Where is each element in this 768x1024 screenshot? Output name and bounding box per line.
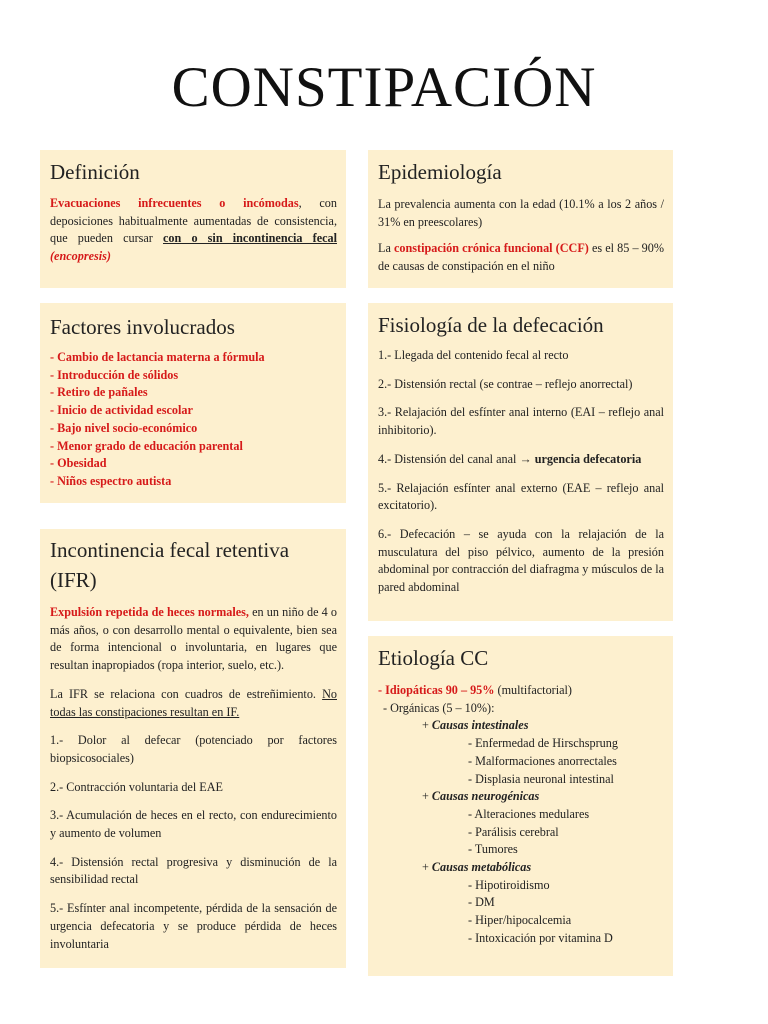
factor-item: - Cambio de lactancia materna a fórmula (50, 350, 265, 364)
definicion-text (50, 195, 337, 266)
factor-item: - Introducción de sólidos (50, 367, 179, 382)
plus-marker: + (422, 789, 432, 804)
fisiologia-step-4 (378, 451, 664, 469)
plus-marker: + (422, 718, 432, 733)
epidemiologia-p2-start: La (378, 241, 394, 256)
cause-item: - Parálisis cerebral (468, 824, 559, 839)
cause-item: - Hipotiroidismo (468, 877, 550, 892)
ifr-step-1: 1.- Dolor al defecar (potenciado por factores biopsicosociales) (50, 733, 337, 765)
epidemiologia-p2-end: es el 85 – 90% de causas de constipación en el niño (378, 241, 665, 274)
fisiologia-step-2: 2.- Distensión rectal (se contrae – reflejo anorrectal) (378, 376, 633, 391)
factor-item: - Niños espectro autista (50, 473, 172, 488)
ifr-note: No todas las constipaciones resultan en IF. (50, 686, 337, 719)
factores-list (50, 349, 337, 491)
ifr-relation (50, 686, 337, 721)
ifr-relation-text: La IFR se relaciona con cuadros de estreñimiento. (50, 686, 323, 701)
etiologia-organicas: - Orgánicas (5 – 10%): (383, 700, 495, 715)
definicion-heading: Definición (50, 160, 140, 184)
idiopaticas-note: (multifactorial) (494, 683, 572, 697)
factores-heading: Factores involucrados (50, 315, 235, 339)
fisiologia-step-6: 6.- Defecación – se ayuda con la relajación de la musculatura del piso pélvico, aumento de la presión abdominal por contracción del diafragma y músculos de la pared abdominal (378, 526, 664, 595)
definicion-underlined: con o sin incontinencia fecal (163, 231, 337, 246)
ifr-card (40, 529, 346, 968)
page-title: CONSTIPACIÓN (171, 56, 597, 119)
factor-item: - Retiro de pañales (50, 385, 148, 400)
cause-item: - Tumores (468, 842, 518, 857)
fisiologia-step-1: 1.- Llegada del contenido fecal al recto (378, 348, 569, 362)
etiologia-card (368, 636, 673, 976)
causas-intestinales-label: Causas intestinales (431, 718, 529, 733)
cause-item: - Hiper/hipocalcemia (468, 913, 572, 928)
definicion-lead: Evacuaciones infrecuentes o incómodas (50, 196, 299, 210)
factor-item: - Obesidad (50, 456, 107, 471)
ifr-step-2: 2.- Contracción voluntaria del EAE (50, 779, 223, 794)
fisiologia-card (368, 303, 673, 621)
ifr-definition-body: en un niño de 4 o más años, o con desarrollo mental o equivalente, bien sea de forma intencional o involuntaria, en lugares que resultan inapropiados (ropa interior, suelo, etc.). (50, 605, 337, 673)
cause-item: - Displasia neuronal intestinal (468, 771, 614, 786)
fisiologia-urgencia: urgencia defecatoria (534, 451, 642, 466)
ifr-step-5: 5.- Esfínter anal incompetente, pérdida de la sensación de urgencia defecatoria y se produce pérdida de heces involuntaria (50, 901, 337, 951)
ifr-heading: Incontinencia fecal retentiva (IFR) (50, 538, 290, 592)
causas-neurogenicas (378, 788, 664, 806)
factores-card (40, 303, 346, 503)
definicion-body: , con deposiciones habitualmente aumentadas de consistencia, que pueden cursar (50, 196, 337, 246)
ifr-step-4: 4.- Distensión rectal progresiva y disminución de la sensibilidad rectal (50, 854, 337, 887)
plus-marker: + (422, 860, 432, 875)
etiologia-heading: Etiología CC (378, 646, 489, 670)
epidemiologia-card (368, 150, 673, 288)
epidemiologia-p1: La prevalencia aumenta con la edad (10.1% a los 2 años / 31% en preescolares) (378, 197, 664, 229)
definicion-card (40, 150, 346, 288)
fisiologia-step-3: 3.- Relajación del esfínter anal interno (EAI – reflejo anal inhibitorio). (378, 405, 664, 438)
cause-item: - Alteraciones medulares (468, 806, 590, 821)
epidemiologia-heading: Epidemiología (378, 160, 502, 184)
epidemiologia-ccf: constipación crónica funcional (CCF) (393, 241, 589, 256)
etiologia-idiopaticas (378, 682, 664, 700)
causas-intestinales (378, 717, 664, 735)
causas-metabolicas (378, 859, 664, 877)
fisiologia-heading: Fisiología de la defecación (378, 313, 604, 337)
ifr-step-3: 3.- Acumulación de heces en el recto, con endurecimiento y aumento de volumen (50, 808, 337, 841)
cause-item: - DM (468, 895, 495, 910)
ifr-lead: Expulsión repetida de heces normales, (50, 605, 249, 619)
factor-item: - Bajo nivel socio-económico (50, 420, 198, 435)
factor-item: - Inicio de actividad escolar (50, 403, 193, 418)
fisiologia-step-5: 5.- Relajación esfínter anal externo (EAE – reflejo anal excitatorio). (378, 480, 664, 513)
cause-item: - Enfermedad de Hirschsprung (468, 736, 618, 751)
cause-item: - Intoxicación por vitamina D (468, 930, 613, 945)
cause-item: - Malformaciones anorrectales (468, 753, 617, 768)
fisiologia-step-4-text: 4.- Distensión del canal anal → (378, 451, 535, 466)
epidemiologia-p2 (378, 240, 664, 275)
factor-item: - Menor grado de educación parental (50, 438, 243, 453)
causas-metabolicas-label: Causas metabólicas (431, 860, 532, 875)
idiopaticas-label: - Idiopáticas 90 – 95% (378, 683, 495, 697)
causas-neurogenicas-label: Causas neurogénicas (431, 789, 540, 804)
definicion-encopresis: (encopresis) (50, 249, 111, 264)
ifr-definition (50, 604, 337, 675)
